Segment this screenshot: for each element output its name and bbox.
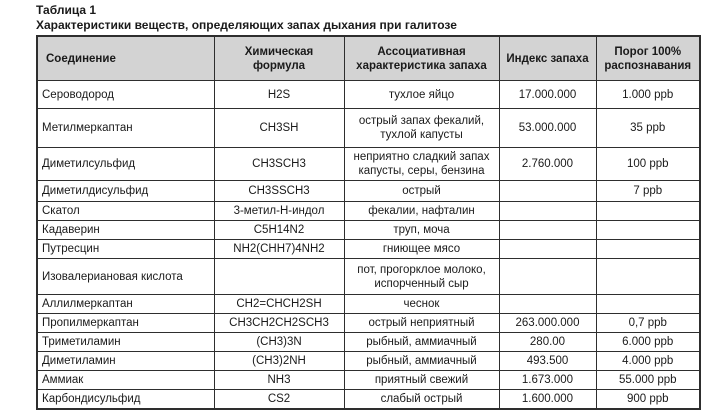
table-row	[37, 352, 700, 371]
table-cell	[596, 240, 700, 259]
table-cell	[596, 202, 700, 221]
table-cell: 55.000 ppb	[596, 371, 700, 390]
table-row	[37, 109, 700, 148]
table-cell: приятный свежий	[344, 371, 499, 390]
header-row	[37, 36, 700, 81]
table-cell: 493.500	[499, 352, 596, 371]
table-cell: 100 ppb	[596, 148, 700, 181]
table-cell: Диметилсульфид	[37, 148, 214, 181]
column-header-odor-index: Индекс запаха	[499, 36, 596, 81]
table-row	[37, 181, 700, 202]
table-cell: 4.000 ppb	[596, 352, 700, 371]
table-cell: Пропилмеркаптан	[37, 314, 214, 333]
table-cell: Триметиламин	[37, 333, 214, 352]
table-cell: тухлое яйцо	[344, 81, 499, 109]
table-cell: слабый острый	[344, 390, 499, 410]
table-cell: 17.000.000	[499, 81, 596, 109]
table-row	[37, 81, 700, 109]
table-cell	[499, 221, 596, 240]
table-caption-block	[36, 3, 457, 33]
table-cell	[499, 181, 596, 202]
table-row	[37, 221, 700, 240]
table-row	[37, 390, 700, 410]
table-row	[37, 259, 700, 295]
table-cell: CH3CH2CH2SCH3	[214, 314, 344, 333]
table-cell: 1.600.000	[499, 390, 596, 410]
table-cell: 6.000 ppb	[596, 333, 700, 352]
table-cell: 53.000.000	[499, 109, 596, 148]
table-cell: Диметилдисульфид	[37, 181, 214, 202]
table-cell: NH3	[214, 371, 344, 390]
column-header-odor-characteristic: Ассоциативная характеристика запаха	[344, 36, 499, 81]
table-subtitle: Характеристики веществ, определяющих запах дыхания при галитозе	[36, 18, 457, 32]
table-body	[37, 81, 700, 410]
table-cell: 2.760.000	[499, 148, 596, 181]
table-cell: CH3SSCH3	[214, 181, 344, 202]
table-cell: 280.00	[499, 333, 596, 352]
table-cell	[499, 202, 596, 221]
table-cell: Аммиак	[37, 371, 214, 390]
table-cell: Карбондисульфид	[37, 390, 214, 410]
table-cell: труп, моча	[344, 221, 499, 240]
table-cell: неприятно сладкий запах капусты, серы, бензина	[344, 148, 499, 181]
table-cell: рыбный, аммиачный	[344, 352, 499, 371]
table-row	[37, 295, 700, 314]
table-cell: 900 ppb	[596, 390, 700, 410]
table-cell: острый	[344, 181, 499, 202]
column-header-recognition-threshold: Порог 100% распознавания	[596, 36, 700, 81]
column-header-formula: Химическая формула	[214, 36, 344, 81]
table-row	[37, 314, 700, 333]
table-cell	[596, 221, 700, 240]
table-row	[37, 240, 700, 259]
table-cell: пот, прогорклое молоко, испорченный сыр	[344, 259, 499, 295]
table-cell	[499, 240, 596, 259]
table-cell: CS2	[214, 390, 344, 410]
table-cell: рыбный, аммиачный	[344, 333, 499, 352]
table-row	[37, 371, 700, 390]
table-cell: CH3SCH3	[214, 148, 344, 181]
halitosis-substances-table	[36, 35, 701, 410]
table-cell	[214, 259, 344, 295]
table-cell: Изовалериановая кислота	[37, 259, 214, 295]
table-cell: C5H14N2	[214, 221, 344, 240]
table-cell: H2S	[214, 81, 344, 109]
table-cell: 7 ppb	[596, 181, 700, 202]
table-cell: Диметиламин	[37, 352, 214, 371]
table-cell: 1.673.000	[499, 371, 596, 390]
table-cell: 263.000.000	[499, 314, 596, 333]
table-cell	[596, 295, 700, 314]
table-cell: Сероводород	[37, 81, 214, 109]
table-cell: гниющее мясо	[344, 240, 499, 259]
table-cell: острый неприятный	[344, 314, 499, 333]
table-header	[37, 36, 700, 81]
table-row	[37, 148, 700, 181]
table-cell: Метилмеркаптан	[37, 109, 214, 148]
table-cell	[499, 259, 596, 295]
table-row	[37, 333, 700, 352]
table-cell	[499, 295, 596, 314]
table-cell: чеснок	[344, 295, 499, 314]
table-cell: 35 ppb	[596, 109, 700, 148]
table-cell: Путресцин	[37, 240, 214, 259]
table-cell: фекалии, нафталин	[344, 202, 499, 221]
table-cell: (CH3)3N	[214, 333, 344, 352]
table-cell: CH3SH	[214, 109, 344, 148]
table-cell: острый запах фекалий, тухлой капусты	[344, 109, 499, 148]
column-header-compound: Соединение	[37, 36, 214, 81]
table-cell	[596, 259, 700, 295]
table-cell: 1.000 ppb	[596, 81, 700, 109]
table-cell: NH2(CHH7)4NH2	[214, 240, 344, 259]
table-cell: CH2=CHCH2SH	[214, 295, 344, 314]
table-cell: Кадаверин	[37, 221, 214, 240]
table-row	[37, 202, 700, 221]
table-cell: Скатол	[37, 202, 214, 221]
table-title: Таблица 1	[36, 3, 97, 17]
table-cell: 3-метил-Н-индол	[214, 202, 344, 221]
table-cell: 0,7 ppb	[596, 314, 700, 333]
table-cell: (CH3)2NH	[214, 352, 344, 371]
table-cell: Аллилмеркаптан	[37, 295, 214, 314]
